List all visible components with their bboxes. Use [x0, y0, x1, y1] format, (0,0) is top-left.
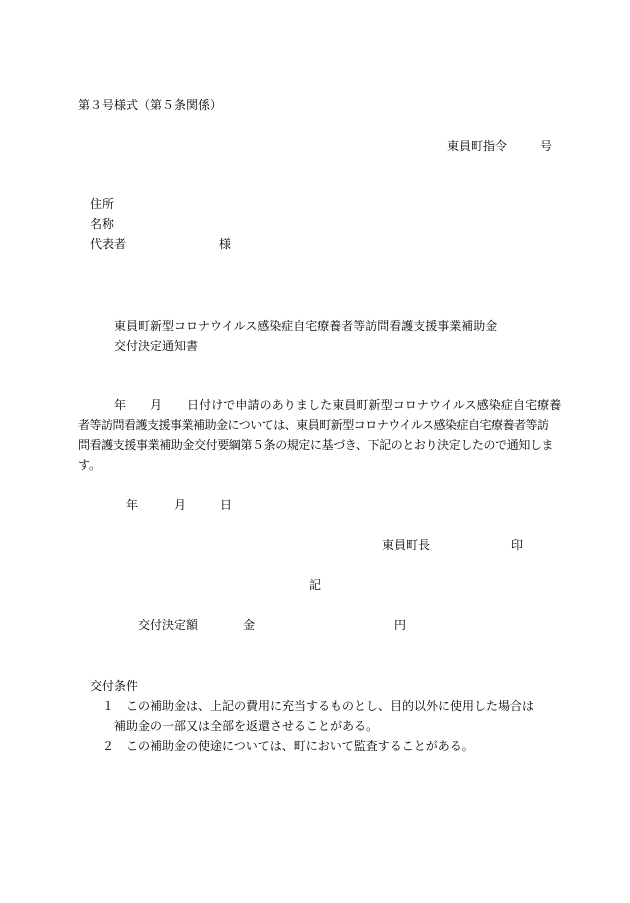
date-month: 月 — [174, 498, 187, 512]
body-line-2: 者等訪問看護支援事業補助金については、東員町新型コロナウイルス感染症自宅療養者等訪 — [78, 418, 549, 432]
title-line-2: 交付決定通知書 — [114, 339, 199, 353]
body-line-1: 日付けで申請のありました東員町新型コロナウイルス感染症自宅療養 — [187, 398, 562, 412]
body-line-4: す。 — [78, 458, 102, 472]
title-line-1: 東員町新型コロナウイルス感染症自宅療養者等訪問看護支援事業補助金 — [114, 319, 498, 333]
body-line-3: 問看護支援事業補助金交付要綱第５条の規定に基づき、下記のとおり決定したので通知しま — [78, 438, 554, 452]
condition-1-line-1: この補助金は、上記の費用に充当するものとし、目的以外に使用した場合は — [126, 699, 535, 713]
amount-label: 交付決定額 — [138, 618, 199, 632]
body-month: 月 — [150, 398, 163, 412]
date-year: 年 — [126, 498, 139, 512]
ki-heading: 記 — [309, 578, 322, 592]
body-year: 年 — [114, 398, 127, 412]
date-day: 日 — [220, 498, 233, 512]
issuer-seal: 印 — [511, 538, 524, 552]
address-label: 住所 — [90, 197, 115, 211]
reference-suffix: 号 — [540, 139, 553, 153]
reference-label: 東員町指令 — [447, 139, 508, 153]
condition-1-number: １ — [102, 699, 115, 713]
amount-prefix: 金 — [243, 618, 256, 632]
amount-unit: 円 — [394, 618, 407, 632]
conditions-heading: 交付条件 — [90, 679, 139, 693]
form-number: 第３号様式（第５条関係） — [78, 98, 223, 112]
condition-2-line-1: この補助金の使途については、町において監査することがある。 — [126, 739, 474, 753]
honorific: 様 — [219, 237, 232, 251]
representative-label: 代表者 — [90, 237, 127, 251]
condition-2-number: ２ — [102, 739, 115, 753]
condition-1-line-2: 補助金の一部又は全部を返還させることがある。 — [114, 719, 379, 733]
name-label: 名称 — [90, 217, 115, 231]
issuer-title: 東員町長 — [382, 538, 431, 552]
